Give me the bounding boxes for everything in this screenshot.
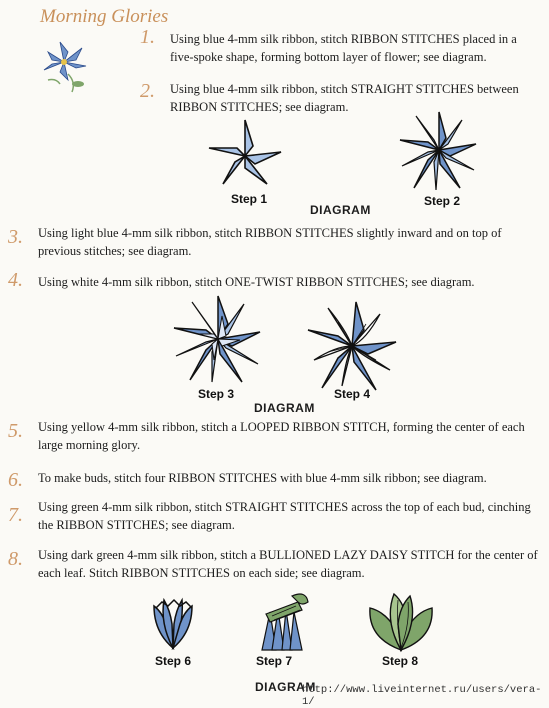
step-text: Using white 4-mm silk ribbon, stitch ONE-TWIST RIBBON STITCHES; see diagram. — [38, 275, 475, 289]
step-3-flower-diagram — [172, 294, 264, 384]
step-1-flower-diagram — [205, 118, 285, 188]
step-text: Using light blue 4-mm silk ribbon, stitch RIBBON STITCHES slightly inward and on top of previous stitches; see diagram. — [38, 226, 502, 258]
step-4-label: Step 4 — [334, 387, 371, 401]
step-1-label: Step 1 — [231, 192, 268, 206]
step-6 — [8, 469, 543, 491]
diagram-caption: DIAGRAM — [310, 203, 371, 217]
step-4-flower-diagram — [306, 300, 398, 392]
step-number: 7. — [8, 504, 23, 526]
step-7-bud-diagram — [252, 588, 312, 652]
step-text: Using blue 4-mm silk ribbon, stitch STRAIGHT STITCHES between RIBBON STITCHES; see diagram. — [170, 82, 519, 114]
step-7-label: Step 7 — [256, 654, 293, 668]
step-text: Using green 4-mm silk ribbon, stitch STRAIGHT STITCHES across the top of each bud, cinching the RIBBON STITCHES; see diagram. — [38, 500, 531, 532]
watermark-url: http://www.liveinternet.ru/users/vera-1/ — [302, 684, 542, 708]
step-number: 5. — [8, 420, 23, 442]
step-number: 1. — [140, 26, 155, 48]
step-1 — [140, 26, 540, 66]
step-number: 2. — [140, 80, 155, 102]
step-text: Using yellow 4-mm silk ribbon, stitch a LOOPED RIBBON STITCH, forming the center of each large morning glory. — [38, 420, 525, 452]
step-text: Using dark green 4-mm silk ribbon, stitch a BULLIONED LAZY DAISY STITCH for the center of each leaf. Stitch RIBBON STITCHES on each side; see diagram. — [38, 548, 538, 580]
step-2-flower-diagram — [396, 108, 482, 192]
step-3 — [8, 224, 543, 260]
step-3-label: Step 3 — [198, 387, 235, 401]
step-8-leaf-diagram — [366, 590, 436, 652]
diagram-caption: DIAGRAM — [255, 680, 316, 694]
step-5 — [8, 418, 543, 454]
step-number: 6. — [8, 469, 23, 491]
step-number: 3. — [8, 226, 23, 248]
step-6-bud-diagram — [148, 594, 198, 650]
step-6-label: Step 6 — [155, 654, 192, 668]
step-4 — [8, 269, 543, 291]
step-8-label: Step 8 — [382, 654, 419, 668]
diagram-caption: DIAGRAM — [254, 401, 315, 415]
step-number: 4. — [8, 269, 23, 291]
page-title: Morning Glories — [40, 6, 169, 27]
step-text: Using blue 4-mm silk ribbon, stitch RIBBON STITCHES placed in a five-spoke shape, forming bottom layer of flower; see diagram. — [170, 32, 517, 64]
morning-glory-illustration-icon — [38, 38, 98, 98]
step-2-label: Step 2 — [424, 194, 461, 208]
step-7 — [8, 498, 543, 534]
step-8 — [8, 546, 543, 582]
step-number: 8. — [8, 548, 23, 570]
step-text: To make buds, stitch four RIBBON STITCHES with blue 4-mm silk ribbon; see diagram. — [38, 471, 487, 485]
